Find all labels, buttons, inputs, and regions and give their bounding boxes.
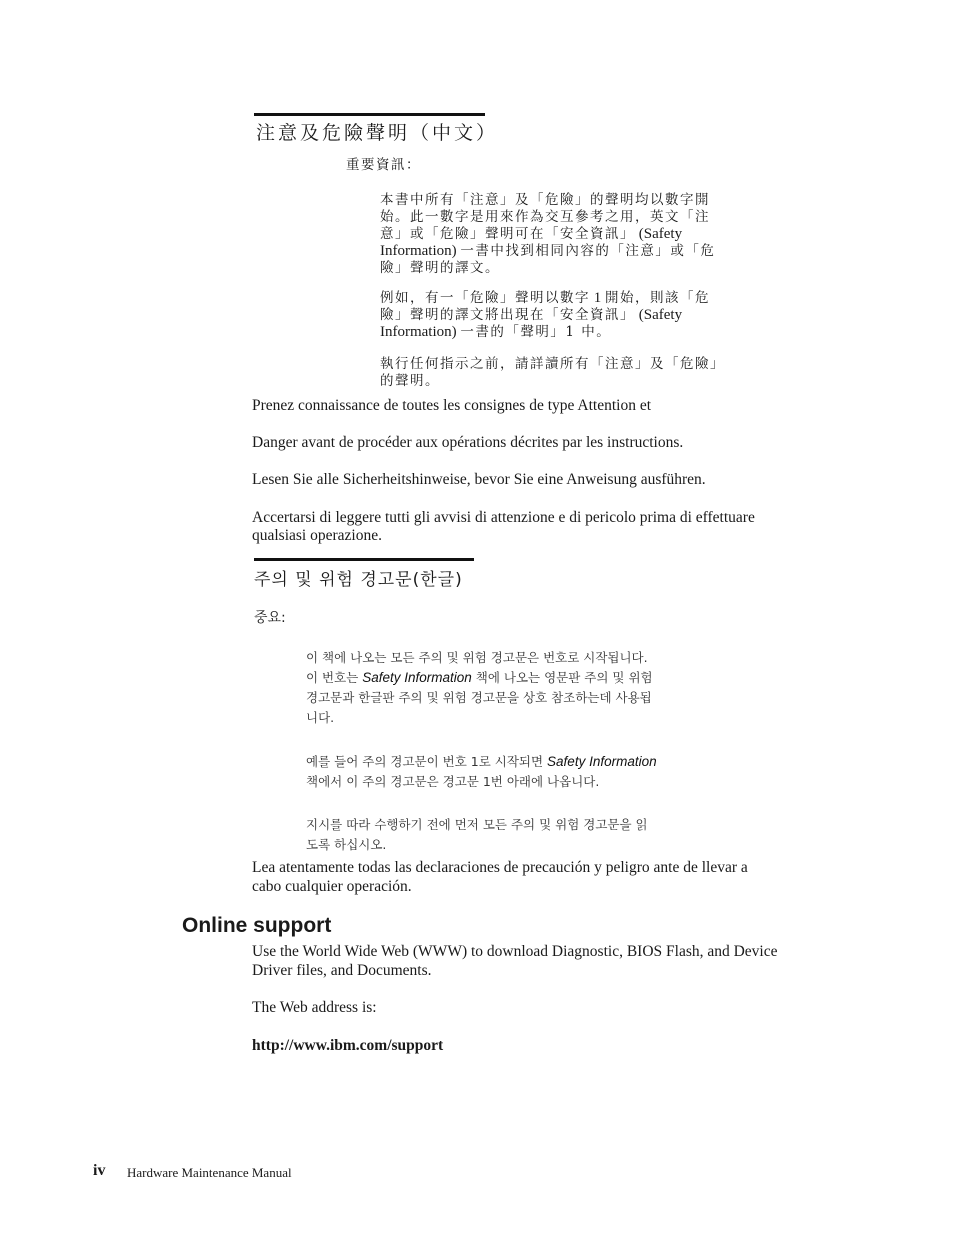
ko-paragraph-2	[306, 752, 726, 792]
spanish-line-1: Lea atentamente todas las declaraciones de precaución y peligro ante de llevar a	[252, 859, 748, 876]
online-support-text-line-1: Use the World Wide Web (WWW) to download Diagnostic, BIOS Flash, and Device	[252, 943, 778, 960]
zh-p2-line-1: 例如，有一「危險」聲明以數字 1 開始，則該「危	[380, 290, 710, 306]
zh-paragraph-1	[380, 192, 740, 277]
ko-p1-line-3: 경고문과 한글판 주의 및 위험 경고문을 상호 참조하는데 사용됩	[306, 690, 652, 705]
ko-p2-line-2: 책에서 이 주의 경고문은 경고문 1번 아래에 나옵니다.	[306, 774, 600, 789]
italian-line-2: qualsiasi operazione.	[252, 527, 382, 544]
online-support-text-line-2: Driver files, and Documents.	[252, 962, 432, 979]
zh-p3-line-1: 執行任何指示之前，請詳讀所有「注意」及「危險」	[380, 356, 725, 372]
online-support-heading: Online support	[182, 914, 332, 937]
support-url-link[interactable]: http://www.ibm.com/support	[252, 1037, 444, 1054]
zh-p1-line-5: 險」聲明的譯文。	[380, 260, 500, 276]
zh-p1-line-4: Information) 一書中找到相同內容的「注意」或「危	[380, 243, 716, 259]
ko-p1-line-4: 니다.	[306, 710, 335, 725]
zh-paragraph-3	[380, 356, 750, 390]
ko-paragraph-1	[306, 648, 726, 728]
zh-paragraph-2	[380, 290, 740, 341]
ko-paragraph-3	[306, 815, 726, 855]
zh-section-heading: 注意及危險聲明（中文）	[256, 122, 499, 144]
zh-heading-rule	[254, 113, 485, 116]
page-number: iv	[93, 1162, 106, 1179]
ko-p3-line-1: 지시를 따라 수행하기 전에 먼저 모든 주의 및 위험 경고문을 읽	[306, 817, 648, 832]
zh-p2-line-2: 險」聲明的譯文將出現在「安全資訊」 (Safety	[380, 307, 683, 323]
spanish-line-2: cabo cualquier operación.	[252, 878, 412, 895]
zh-p1-line-3: 意」或「危險」聲明可在「安全資訊」 (Safety	[380, 226, 683, 242]
zh-p3-line-2: 的聲明。	[380, 373, 440, 389]
ko-p2-line-1: 예를 들어 주의 경고문이 번호 1로 시작되면 Safety Information	[306, 754, 657, 769]
zh-p2-line-3: Information) 一書的「聲明」1 中。	[380, 324, 612, 340]
footer-manual-title: Hardware Maintenance Manual	[127, 1165, 292, 1180]
ko-important-label: 중요:	[254, 610, 286, 626]
ko-p1-line-2: 이 번호는 Safety Information 책에 나오는 영문판 주의 및 위험	[306, 670, 653, 685]
french-line-2: Danger avant de procéder aux opérations décrites par les instructions.	[252, 434, 684, 451]
zh-p1-line-2: 始。此一數字是用來作為交互參考之用，英文「注	[380, 209, 710, 225]
ko-p3-line-2: 도록 하십시오.	[306, 837, 387, 852]
ko-p1-line-1: 이 책에 나오는 모든 주의 및 위험 경고문은 번호로 시작됩니다.	[306, 650, 648, 665]
ko-heading-rule	[254, 558, 474, 561]
french-line-1: Prenez connaissance de toutes les consignes de type Attention et	[252, 397, 652, 414]
zh-important-label: 重要資訊：	[346, 157, 421, 173]
german-paragraph: Lesen Sie alle Sicherheitshinweise, bevor Sie eine Anweisung ausführen.	[252, 471, 706, 488]
ko-section-heading: 주의 및 위험 경고문(한글)	[254, 570, 463, 590]
web-address-label: The Web address is:	[252, 999, 377, 1016]
italian-line-1: Accertarsi di leggere tutti gli avvisi di attenzione e di pericolo prima di effettuare	[252, 509, 755, 526]
zh-p1-line-1: 本書中所有「注意」及「危險」的聲明均以數字開	[380, 192, 710, 208]
